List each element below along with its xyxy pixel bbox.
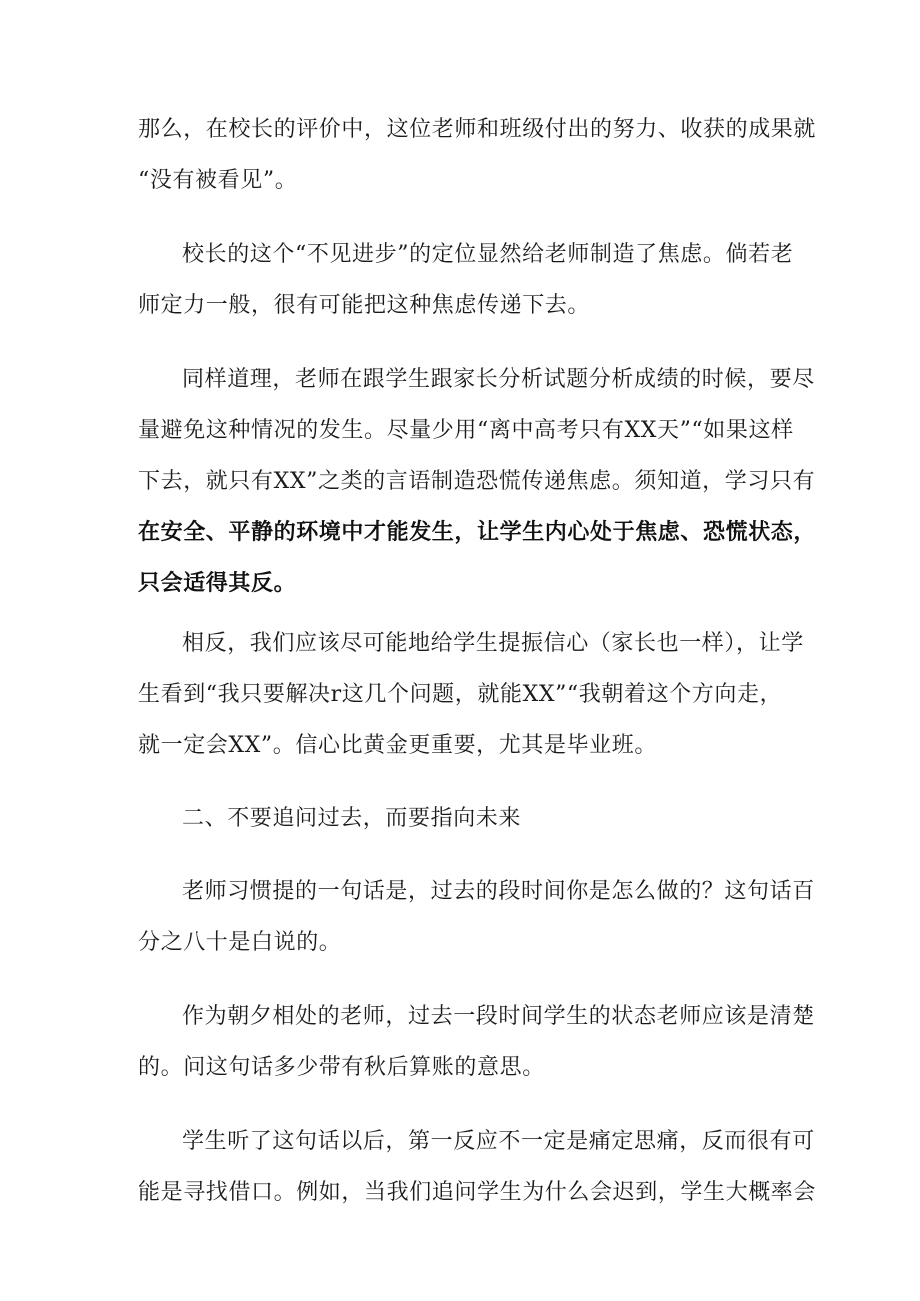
paragraph-line: 量避免这种情况的发生。尽量少用“离中高考只有XX天”“如果这样 <box>138 418 794 443</box>
paragraph-line: 生看到“我只要解决r这几个问题，就能XX”“我朝着这个方向走， <box>138 682 783 707</box>
paragraph-line: 能是寻找借口。例如，当我们追问学生为什么会迟到，学生大概率会 <box>138 1180 817 1205</box>
paragraph-line: 校长的这个“不见进步”的定位显然给老师制造了焦虑。倘若老 <box>182 242 794 267</box>
section-heading: 二、不要追问过去，而要指向未来 <box>182 806 522 831</box>
paragraph-line: 下去，就只有XX”之类的言语制造恐慌传递焦虑。须知道，学习只有 <box>138 469 816 494</box>
paragraph-line: 的。问这句话多少带有秋后算账的意思。 <box>138 1055 545 1080</box>
paragraph-7 <box>138 1116 817 1218</box>
paragraph-5 <box>138 866 815 968</box>
paragraph-3 <box>138 354 817 609</box>
paragraph-line: 同样道理，老师在跟学生跟家长分析试题分析成绩的时候，要尽 <box>182 367 815 392</box>
paragraph-line: 师定力一般，很有可能把这种焦虑传递下去。 <box>138 293 591 318</box>
paragraph-line: 相反，我们应该尽可能地给学生提振信心（家长也一样），让学 <box>182 631 804 656</box>
paragraph-line-emphasis: 在安全、平静的环境中才能发生，让学生内心处于焦虑、恐慌状态， <box>138 520 817 545</box>
paragraph-line: 就一定会XX”。信心比黄金更重要，尤其是毕业班。 <box>138 733 657 758</box>
paragraph-2 <box>138 229 794 331</box>
paragraph-line: 分之八十是白说的。 <box>138 930 342 955</box>
paragraph-line: 作为朝夕相处的老师，过去一段时间学生的状态老师应该是清楚 <box>182 1004 815 1029</box>
paragraph-line-emphasis: 只会适得其反。 <box>138 571 297 596</box>
paragraph-4 <box>138 618 804 771</box>
paragraph-1 <box>138 104 817 206</box>
paragraph-line: 那么，在校长的评价中，这位老师和班级付出的努力、收获的成果就 <box>138 117 817 142</box>
paragraph-line: “没有被看见”。 <box>138 168 298 193</box>
paragraph-line: 老师习惯提的一句话是，过去的段时间你是怎么做的？这句话百 <box>182 879 815 904</box>
paragraph-line: 学生听了这句话以后，第一反应不一定是痛定思痛，反而很有可 <box>182 1129 815 1154</box>
paragraph-6 <box>138 991 815 1093</box>
